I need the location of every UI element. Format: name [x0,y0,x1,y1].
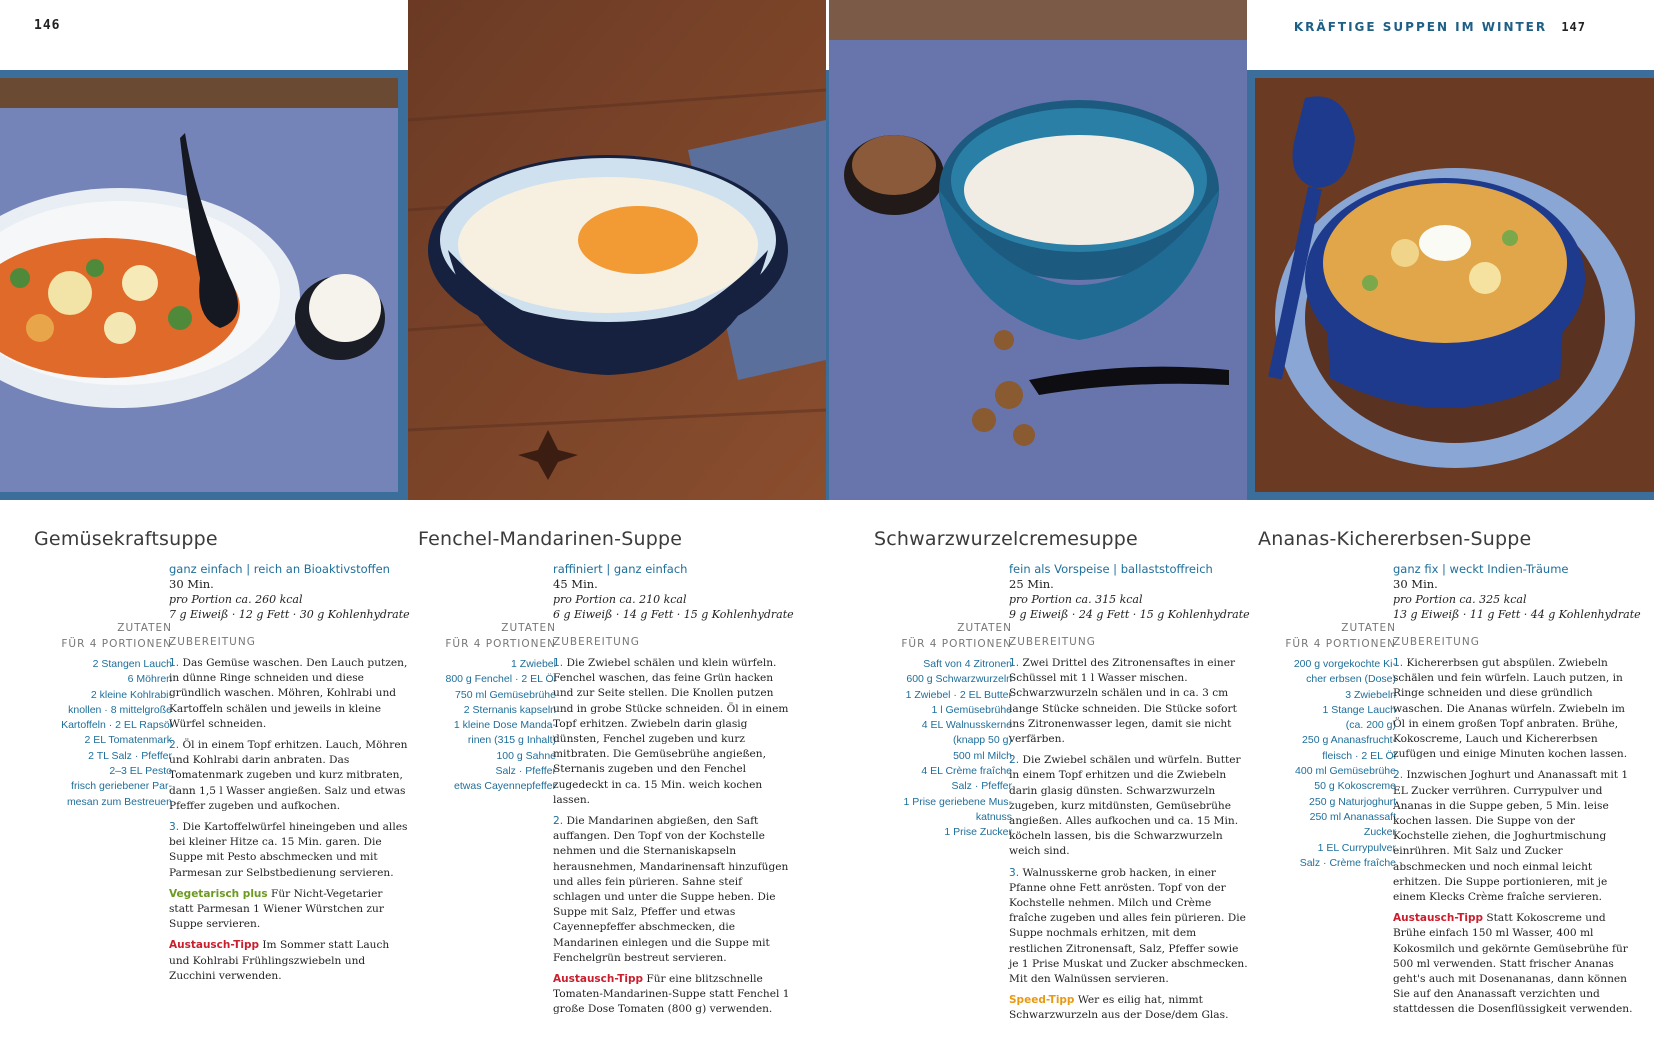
tip-label: Austausch-Tipp [553,973,643,986]
recipe-title: Fenchel-Mandarinen-Suppe [418,528,683,550]
tip [169,887,409,933]
step-number: 2. [1393,769,1404,782]
ingredients-label: ZUTATEN [501,622,556,634]
ingredient-line: Salz · Crème fraîche [1299,856,1396,869]
preparation-steps [1393,656,1633,1024]
step-text: Die Mandarinen abgießen, den Saft auffangen. Den Topf von der Kochstelle nehmen und die Sternaniskapseln herausnehmen, Mandarinensaft hinzufügen und alles fein pürieren. Sahne steif schlagen und unter die Suppe heben. Die Suppe mit Salz, Pfeffer und etwas Cayennepfeffer abschmecken, die Mandarinen einlegen und die Suppe mit Fenchelgrün bestreut servieren. [553,815,789,964]
step-text: Walnusskerne grob hacken, in einer Pfanne ohne Fett anrösten. Topf von der Kochstelle nehmen. Milch und Crème fraîche zugeben und alles fein pürieren. Die Suppe nochmals erhitzen, mit dem restlichen Zitronensaft, Salz, Pfeffer sowie je 1 Prise Muskat und Zucker abschmecken. Mit den Walnüssen servieren. [1009,866,1248,986]
ingredients-heading [1285,620,1396,652]
ingredients-label: ZUTATEN [957,622,1012,634]
tip-label: Austausch-Tipp [1393,912,1483,925]
preparation-step [1009,753,1249,859]
ingredient-list [1256,657,1396,871]
tip [1009,993,1249,1023]
ingredient-line: 2–3 EL Pesto [109,765,172,778]
step-text: Zwei Drittel des Zitronensaftes in einer Schüssel mit 1 l Wasser mischen. Schwarzwurzeln schälen und in ca. 3 cm lange Stücke schneiden. Die Stücke sofort ins Zitronenwasser legen, damit sie nicht verfärben. [1009,657,1237,746]
recipe-tags: ganz einfach | reich an Bioaktivstoffen [169,562,390,576]
ingredient-line: fleisch · 2 EL Öl [1322,749,1396,762]
ingredient-line: knollen · 8 mittelgroße [68,703,172,716]
ingredient-line: (knapp 50 g) [953,734,1012,747]
ingredient-line: 400 ml Gemüsebrühe [1295,765,1396,778]
portions-label: FÜR 4 PORTIONEN [1285,638,1396,650]
tip-label: Vegetarisch plus [169,887,268,900]
recipe-time: 45 Min. [553,577,598,591]
recipe-meta [1393,562,1643,622]
recipe-title: Schwarzwurzelcremesuppe [874,528,1138,550]
step-text: Die Zwiebel schälen und klein würfeln. Fenchel waschen, das feine Grün hacken und zur Seite stellen. Die Knollen putzen und in grobe Stücke schneiden. Öl in einem Topf erhitzen. Zwiebeln darin glasig dünsten, Fenchel zugeben und kurz mitbraten. Die Gemüsebrühe angießen, Sternanis zugeben und den Fenchel zugedeckt in ca. 15 Min. weich kochen lassen. [553,657,789,806]
recipe-meta [553,562,803,622]
recipe-title: Ananas-Kichererbsen-Suppe [1258,528,1532,550]
ingredient-line: rinen (315 g Inhalt) [467,734,556,747]
ingredient-line: 4 EL Walnusskerne [921,719,1012,732]
page-number-left: 146 [34,18,61,33]
ingredient-line: 250 g Ananasfrucht- [1302,734,1396,747]
running-head-label: KRÄFTIGE SUPPEN IM WINTER [1293,20,1548,34]
ingredient-line: 2 kleine Kohlrabi- [90,688,172,701]
step-number: 1. [169,657,180,669]
recipe-time: 30 Min. [1393,577,1438,591]
ingredient-line: cher erbsen (Dose) [1306,673,1396,686]
ingredient-line: mesan zum Bestreuen [66,795,172,808]
preparation-steps [553,656,793,1024]
preparation-heading: ZUBEREITUNG [553,636,640,648]
ingredient-list [872,657,1012,841]
recipe-title: Gemüsekraftsuppe [34,528,218,550]
step-number: 2. [169,739,180,752]
ingredient-line: 1 EL Currypulver [1317,841,1396,854]
preparation-step [553,814,793,966]
ingredient-line: 600 g Schwarzwurzeln [906,673,1012,686]
step-number: 1. [1393,657,1404,669]
ingredient-line: Kartoffeln · 2 EL Rapsöl [61,719,172,732]
recipe-tags: raffiniert | ganz einfach [553,562,688,576]
preparation-step [169,738,409,814]
step-number: 3. [1009,866,1020,879]
tip [1393,911,1633,1017]
photo-gemuesekraftsuppe [0,78,398,492]
recipe-gemuesekraftsuppe [34,520,434,1020]
ingredient-line: 250 g Naturjoghurt [1309,795,1396,808]
tip-label: Austausch-Tipp [169,939,259,952]
ingredient-line: 2 Sternanis kapseln [463,703,556,716]
preparation-steps [1009,656,1249,1030]
recipe-kcal: pro Portion ca. 315 kcal [1009,593,1143,606]
photo-schwarzwurzelcremesuppe [829,0,1247,500]
tip-text: Für Nicht-Vegetarier statt Parmesan 1 Wiener Würstchen zur Suppe servieren. [169,887,384,931]
ingredient-line: 800 g Fenchel · 2 EL Öl [445,673,556,686]
ingredient-line: 1 Prise geriebene Mus- [903,795,1012,808]
step-text: Kichererbsen gut abspülen. Zwiebeln schälen und fein würfeln. Lauch putzen, in Ringe schneiden und diese gründlich waschen. Die Ananas würfeln. Zwiebeln im Öl in einem großen Topf anbraten. Brühe, Kokoscreme, Lauch und Kichererbsen zufügen und einige Minuten kochen lassen. [1393,657,1628,761]
recipe-macros: 9 g Eiweiß · 24 g Fett · 15 g Kohlenhydrate [1009,608,1250,621]
recipe-ananas-kichererbsen-suppe [1258,520,1654,1020]
recipe-kcal: pro Portion ca. 325 kcal [1393,593,1527,606]
ingredient-line: 1 l Gemüsebrühe [931,703,1012,716]
ingredient-line: 250 ml Ananassaft [1309,810,1396,823]
tip-text: Für eine blitzschnelle Tomaten-Mandarinen-Suppe statt Fenchel 1 große Dose Tomaten (800 g) verwenden. [553,973,790,1016]
recipe-schwarzwurzelcremesuppe [874,520,1274,1020]
preparation-heading: ZUBEREITUNG [1009,636,1096,648]
preparation-step [553,656,793,808]
preparation-step [1393,656,1633,762]
ingredient-line: (ca. 200 g) [1345,719,1396,732]
ingredient-line: etwas Cayennepfeffer [454,780,556,793]
step-number: 3. [169,821,180,834]
portions-label: FÜR 4 PORTIONEN [61,638,172,650]
ingredient-line: 2 Stangen Lauch [92,658,172,670]
ingredient-line: 2 TL Salz · Pfeffer [88,749,172,762]
recipe-meta [169,562,419,622]
preparation-heading: ZUBEREITUNG [169,636,256,648]
tip-text: Im Sommer statt Lauch und Kohlrabi Frühlingszwiebeln und Zucchini verwenden. [169,939,390,982]
step-text: Öl in einem Topf erhitzen. Lauch, Möhren und Kohlrabi darin anbraten. Das Tomatenmark zugeben und kurz mitbraten, dann 1,5 l Wasser angießen. Salz und etwas Pfeffer zugeben und aufkochen. [169,739,408,812]
preparation-heading: ZUBEREITUNG [1393,636,1480,648]
tip-label: Speed-Tipp [1009,994,1075,1007]
recipe-kcal: pro Portion ca. 260 kcal [169,593,303,606]
ingredient-line: 500 ml Milch [953,749,1012,762]
photo-band [0,70,1654,500]
recipe-time: 30 Min. [169,577,214,591]
ingredients-label: ZUTATEN [1341,622,1396,634]
preparation-step [1009,656,1249,747]
photo-ananas-kichererbsen-suppe [1255,78,1654,492]
ingredient-line: 200 g vorgekochte Ki- [1293,658,1396,670]
ingredient-line: 750 ml Gemüsebrühe [455,688,556,701]
portions-label: FÜR 4 PORTIONEN [901,638,1012,650]
recipe-macros: 7 g Eiweiß · 12 g Fett · 30 g Kohlenhydrate [169,608,410,621]
ingredient-line: Zucker [1363,826,1396,839]
tip-text: Statt Kokoscreme und Brühe einfach 150 ml Wasser, 400 ml Kokosmilch und gekörnte Gemüsebrühe für 500 ml verwenden. Statt frischer Ananas geht's auch mit Dosenananas, dann können Sie auf den Ananassaft verzichten und stattdessen die Dosenflüssigkeit verwenden. [1393,912,1633,1016]
ingredient-line: Salz · Pfeffer [495,765,556,778]
step-text: Das Gemüse waschen. Den Lauch putzen, in dünne Ringe schneiden und diese gründlich waschen. Möhren, Kohlrabi und Kartoffeln schälen und jeweils in kleine Würfel schneiden. [169,657,408,730]
running-head [1294,20,1586,34]
recipe-fenchel-mandarinen-suppe [418,520,818,1020]
recipe-tags: fein als Vorspeise | ballaststoffreich [1009,562,1213,576]
ingredient-line: 4 EL Crème fraîche [921,765,1012,778]
photo-fenchel-mandarinen-suppe [408,0,826,500]
step-number: 2. [1009,754,1020,767]
tip [169,938,409,984]
ingredient-line: 1 Zwiebel [511,658,556,670]
preparation-step [169,820,409,881]
ingredient-list [416,657,556,795]
ingredient-line: 3 Zwiebeln [1345,688,1396,701]
recipe-macros: 13 g Eiweiß · 11 g Fett · 44 g Kohlenhydrate [1393,608,1641,621]
ingredient-line: frisch geriebener Par- [71,780,172,793]
tip-text: Wer es eilig hat, nimmt Schwarzwurzeln aus der Dose/dem Glas. [1009,994,1229,1022]
tip [553,972,793,1018]
step-text: Die Zwiebel schälen und würfeln. Butter in einem Topf erhitzen und die Zwiebeln darin glasig dünsten. Schwarzwurzeln zugeben, kurz mitdünsten, Gemüsebrühe angießen. Alles aufkochen und ca. 15 Min. köcheln lassen, bis die Schwarzwurzeln weich sind. [1009,754,1241,858]
portions-label: FÜR 4 PORTIONEN [445,638,556,650]
ingredient-line: 1 Zwiebel · 2 EL Butter [905,688,1012,701]
ingredient-line: 1 Prise Zucker [944,826,1012,839]
recipe-macros: 6 g Eiweiß · 14 g Fett · 15 g Kohlenhydrate [553,608,794,621]
ingredients-label: ZUTATEN [117,622,172,634]
step-text: Inzwischen Joghurt und Ananassaft mit 1 EL Zucker verrühren. Currypulver und Ananas in die Suppe geben, 5 Min. leise kochen lassen. Die Suppe von der Kochstelle ziehen, die Joghurtmischung einrühren. Mit Salz und Zucker abschmecken und noch einmal leicht erhitzen. Die Suppe portionieren, mit je einem Klecks Crème fraîche servieren. [1393,769,1629,904]
step-text: Die Kartoffelwürfel hineingeben und alles bei kleiner Hitze ca. 15 Min. garen. Die Suppe mit Pesto abschmecken und mit Parmesan zur Selbstbedienung servieren. [169,821,408,879]
ingredient-line: 1 Stange Lauch [1322,703,1396,716]
recipe-time: 25 Min. [1009,577,1054,591]
step-number: 1. [1009,657,1020,669]
ingredient-line: katnuss [975,810,1012,823]
ingredient-list [32,657,172,810]
recipe-meta [1009,562,1259,622]
preparation-step [169,656,409,732]
recipe-kcal: pro Portion ca. 210 kcal [553,593,687,606]
ingredients-heading [61,620,172,652]
recipe-tags: ganz fix | weckt Indien-Träume [1393,562,1569,576]
preparation-steps [169,656,409,990]
preparation-step [1009,866,1249,988]
ingredient-line: 50 g Kokoscreme [1314,780,1396,793]
step-number: 1. [553,657,564,669]
ingredient-line: Saft von 4 Zitronen [923,658,1012,670]
ingredients-heading [901,620,1012,652]
ingredient-line: 6 Möhren [127,673,172,686]
ingredients-heading [445,620,556,652]
ingredient-line: 2 EL Tomatenmark [84,734,172,747]
page-number-right: 147 [1561,20,1586,34]
step-number: 2. [553,815,564,828]
preparation-step [1393,768,1633,905]
ingredient-line: Salz · Pfeffer [951,780,1012,793]
ingredient-line: 100 g Sahne [496,749,556,762]
ingredient-line: 1 kleine Dose Manda- [453,719,556,732]
